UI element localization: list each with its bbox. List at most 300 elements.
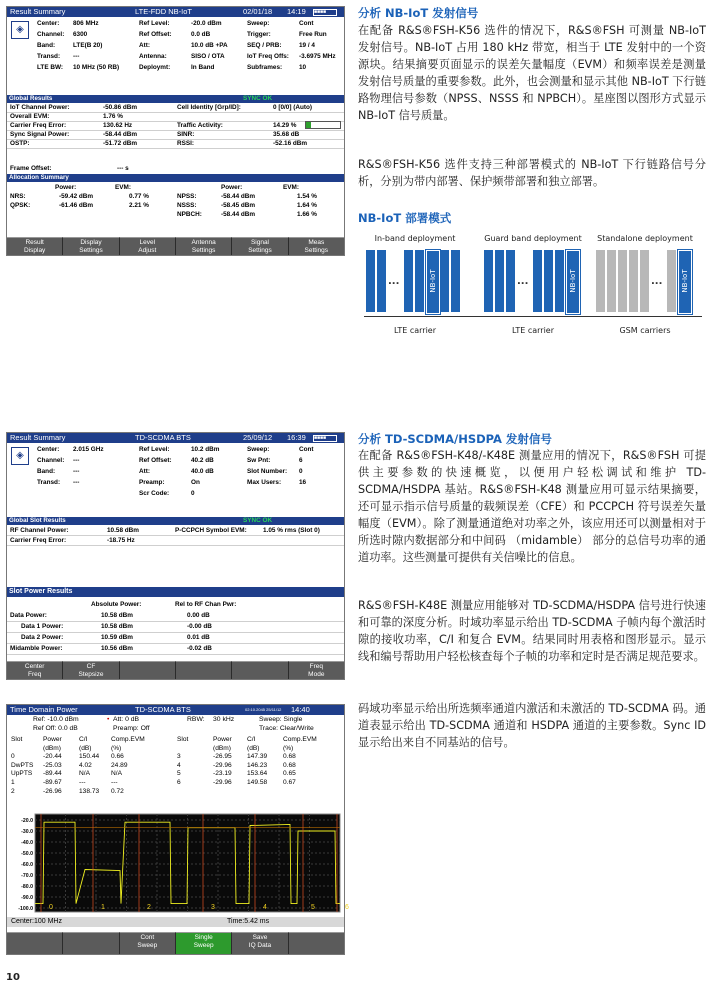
carrier-label: LTE carrier bbox=[511, 326, 554, 335]
td-screen-title: Result Summary bbox=[10, 433, 66, 442]
param-label: Trigger: bbox=[247, 31, 271, 38]
ellipsis: ... bbox=[651, 276, 663, 287]
tdp-cell: -29.96 bbox=[213, 761, 232, 769]
softkey-button[interactable] bbox=[62, 932, 118, 954]
slot-row bbox=[7, 633, 344, 644]
alloc-name: NPBCH: bbox=[177, 211, 202, 218]
carrier-block bbox=[451, 250, 460, 312]
param-value: 6 bbox=[299, 457, 303, 464]
softkey-line: Cont bbox=[140, 934, 155, 941]
carrier-block bbox=[640, 250, 649, 312]
tdp-cell: 147.39 bbox=[247, 753, 268, 761]
td-global-row-2: Carrier Freq Error: -18.75 Hz bbox=[7, 537, 344, 546]
param-label: Subframes: bbox=[247, 64, 283, 71]
alloc-col-head: EVM: bbox=[283, 184, 299, 191]
param-label: Antenna: bbox=[139, 53, 167, 60]
softkey-line: CF bbox=[86, 663, 96, 670]
tdp-cell: Slot bbox=[177, 736, 189, 743]
td-softkey-bar bbox=[7, 661, 344, 679]
carrier-block bbox=[440, 250, 449, 312]
softkey-button[interactable] bbox=[175, 237, 231, 255]
param-value: Cont bbox=[299, 20, 314, 27]
nb-iot-label: NB-IoT bbox=[681, 269, 689, 293]
softkey-button[interactable] bbox=[62, 661, 118, 679]
deploy-group bbox=[366, 250, 470, 312]
td-result-screen bbox=[6, 432, 345, 680]
tdp-cell: 1 bbox=[11, 779, 15, 786]
nb-global-row bbox=[7, 113, 344, 122]
alloc-evm: 1.54 % bbox=[297, 193, 317, 200]
slot-col-head: Rel to RF Chan Pwr: bbox=[175, 601, 237, 608]
frame-offset-value: --- s bbox=[117, 165, 129, 172]
tdp-cell: -26.95 bbox=[213, 753, 232, 761]
tdp-cell: 0.68 bbox=[283, 753, 296, 761]
result-value: 130.62 Hz bbox=[103, 122, 133, 129]
softkey-button[interactable] bbox=[7, 237, 62, 255]
tdp-cell: -89.67 bbox=[43, 779, 62, 786]
slot-marker-label: 1 bbox=[101, 904, 105, 911]
alloc-evm: 1.64 % bbox=[297, 202, 317, 209]
nb-date: 02/01/18 bbox=[243, 7, 273, 16]
nb-iot-carrier bbox=[678, 250, 692, 314]
softkey-line: Mode bbox=[308, 671, 325, 678]
slot-name: Data Power: bbox=[10, 612, 47, 619]
tdp-cell: UpPTS bbox=[11, 770, 33, 778]
softkey-line: Meas bbox=[308, 239, 325, 246]
td-paragraph-3: 码域功率显示给出所选频率通道内激活和未激活的 TD-SCDMA 码。通道表显示给出 TD-SCDMA 通道和 HSDPA 通道的主要参数。Sync ID 显示给出来自不同基站的信号。 bbox=[358, 702, 706, 749]
ellipsis: ... bbox=[388, 276, 400, 287]
tdp-mode: TD-SCDMA BTS bbox=[135, 705, 191, 714]
result-value: -52.16 dBm bbox=[273, 140, 308, 147]
tdp-cell: 0.66 bbox=[111, 753, 124, 761]
carrier-block bbox=[667, 250, 676, 312]
param-label: IoT Freq Offs: bbox=[247, 53, 289, 60]
param-value: 10 bbox=[299, 64, 307, 71]
tdp-footer: Center:100 MHz Time:5.42 ms bbox=[7, 917, 344, 927]
alloc-power: -58.44 dBm bbox=[221, 193, 256, 200]
slot-marker-label: 2 bbox=[147, 904, 151, 911]
softkey-button[interactable] bbox=[288, 661, 344, 679]
slot-abs: 10.58 dBm bbox=[101, 612, 133, 619]
tdp-cell: -20.44 bbox=[43, 753, 62, 761]
tdp-softkey-bar bbox=[7, 932, 344, 954]
param-value: --- bbox=[73, 479, 80, 486]
result-value: -51.72 dBm bbox=[103, 140, 138, 147]
deploy-group bbox=[484, 250, 588, 312]
nb-alloc-head: Allocation Summary bbox=[7, 174, 344, 182]
td-slot-head: Slot Power Results bbox=[7, 587, 344, 597]
nb-global-row bbox=[7, 140, 344, 149]
nb-iot-carrier bbox=[566, 250, 580, 314]
softkey-line: Result bbox=[25, 239, 44, 246]
y-tick-label: -40.0 bbox=[21, 840, 33, 846]
softkey-button[interactable] bbox=[231, 932, 287, 954]
tdp-cell: 0 bbox=[11, 753, 15, 761]
tdp-cell: (dBm) bbox=[213, 744, 231, 752]
deploy-title: Standalone deployment bbox=[597, 234, 693, 243]
result-label: Sync Signal Power: bbox=[10, 131, 70, 138]
page-number: 10 bbox=[6, 972, 20, 983]
softkey-button[interactable] bbox=[119, 932, 175, 954]
result-value: 0 [0/0] (Auto) bbox=[273, 104, 313, 111]
carrier-block bbox=[415, 250, 424, 312]
alloc-power: -58.45 dBm bbox=[221, 202, 256, 209]
result-label: OSTP: bbox=[10, 140, 30, 147]
tdp-cell: --- bbox=[111, 779, 118, 786]
nb-sync-status: SYNC OK bbox=[243, 95, 273, 102]
carrier-block bbox=[629, 250, 638, 312]
tdp-cell: N/A bbox=[79, 770, 90, 778]
param-label: Sweep: bbox=[247, 20, 270, 27]
y-tick-label: -30.0 bbox=[21, 829, 33, 835]
tdp-cell: 146.23 bbox=[247, 761, 268, 769]
param-label: Sw Pnt: bbox=[247, 457, 271, 464]
result-value: 14.29 % bbox=[273, 122, 297, 129]
td-mode: TD-SCDMA BTS bbox=[135, 433, 191, 442]
param-label: Center: bbox=[37, 446, 60, 453]
param-label: Channel: bbox=[37, 457, 65, 464]
slot-row bbox=[7, 622, 344, 633]
softkey-line: Settings bbox=[304, 247, 329, 254]
nb-mode: LTE-FDD NB-IoT bbox=[135, 7, 192, 16]
alloc-evm: 2.21 % bbox=[129, 202, 149, 209]
param-label: Deploymt: bbox=[139, 64, 171, 71]
tdp-cell: C/I bbox=[247, 736, 256, 743]
traffic-activity-fill bbox=[306, 122, 311, 128]
alloc-name: NRS: bbox=[10, 193, 26, 200]
carrier-block bbox=[618, 250, 627, 312]
carrier-block bbox=[607, 250, 616, 312]
softkey-button[interactable] bbox=[175, 932, 231, 954]
slot-abs: 10.59 dBm bbox=[101, 634, 133, 641]
nb-global-row bbox=[7, 122, 344, 131]
softkey-line: Display bbox=[24, 247, 46, 254]
tdp-time: 14:40 bbox=[291, 705, 310, 714]
softkey-line: Settings bbox=[79, 247, 103, 254]
param-value: 0 bbox=[299, 468, 303, 475]
param-label: Channel: bbox=[37, 31, 65, 38]
param-value: 0.0 dB bbox=[191, 31, 211, 38]
param-label: LTE BW: bbox=[37, 64, 64, 71]
slot-marker-label: 5 bbox=[311, 904, 315, 911]
tdp-cell: 138.73 bbox=[79, 787, 100, 795]
tdp-cell: 24.89 bbox=[111, 761, 128, 769]
carrier-block bbox=[495, 250, 504, 312]
tdp-cell: (dB) bbox=[247, 744, 260, 752]
slot-rel: 0.01 dB bbox=[187, 634, 210, 641]
softkey-button[interactable] bbox=[288, 237, 344, 255]
param-value: --- bbox=[73, 53, 80, 60]
tdp-cell: (%) bbox=[283, 744, 294, 752]
deploy-title: Guard band deployment bbox=[484, 234, 582, 243]
slot-name: Midamble Power: bbox=[10, 645, 63, 652]
param-value: -20.0 dBm bbox=[191, 20, 222, 27]
deployment-diagram bbox=[358, 232, 706, 342]
slot-marker-label: 4 bbox=[263, 904, 267, 911]
nb-global-row bbox=[7, 104, 344, 113]
softkey-line: Save bbox=[252, 934, 268, 941]
alloc-row bbox=[7, 202, 344, 210]
tdp-cell: 4 bbox=[177, 761, 181, 769]
rs-logo-icon: ◈ bbox=[11, 447, 29, 465]
alloc-evm: 0.77 % bbox=[129, 193, 149, 200]
carrier-block bbox=[366, 250, 375, 312]
param-value: On bbox=[191, 479, 200, 486]
tdp-cell: Power bbox=[43, 736, 62, 743]
tdp-cell: 0.68 bbox=[283, 761, 296, 769]
tdp-cell: Comp.EVM bbox=[283, 736, 317, 743]
slot-rel: 0.00 dB bbox=[187, 612, 210, 619]
tdp-cell: Comp.EVM bbox=[111, 736, 145, 743]
carrier-block bbox=[555, 250, 564, 312]
softkey-line: Antenna bbox=[191, 239, 216, 246]
slot-name: Data 1 Power: bbox=[21, 623, 64, 630]
diagram-baseline bbox=[364, 316, 702, 317]
slot-abs: 10.58 dBm bbox=[101, 623, 133, 630]
softkey-line: Freq bbox=[309, 663, 323, 670]
softkey-line: Freq bbox=[27, 671, 42, 678]
param-value: LTE(B 20) bbox=[73, 42, 103, 49]
tdp-cell: -26.96 bbox=[43, 787, 62, 795]
tdp-cell: 150.44 bbox=[79, 753, 100, 761]
softkey-button[interactable] bbox=[7, 932, 62, 954]
tdp-cell: -29.96 bbox=[213, 779, 232, 786]
param-value: 40.2 dB bbox=[191, 457, 214, 464]
nb-screen-title: Result Summary bbox=[10, 7, 66, 16]
tdp-cell: (dB) bbox=[79, 744, 92, 752]
battery-icon: ■■■■ bbox=[313, 9, 337, 16]
slot-marker-label: 6 bbox=[345, 904, 349, 911]
param-label: Center: bbox=[37, 20, 60, 27]
nb-iot-carrier bbox=[426, 250, 440, 314]
carrier-block bbox=[484, 250, 493, 312]
param-label: Slot Number: bbox=[247, 468, 288, 475]
td-paragraph-2: R&S®FSH-K48E 测量应用能够对 TD-SCDMA/HSDPA 信号进行快速和可靠的深度分析。时域功率显示给出 TD-SCDMA 子帧内每个激活时隙的接收功率，C/I 和复合 EVM。结果同时用表格和图形显示。显示线和编号帮助用户轻松核查每个子帧的功率和定时是否满足规范要求。 bbox=[358, 599, 706, 663]
td-sync-status: SYNC OK bbox=[243, 517, 273, 524]
softkey-line: Display bbox=[80, 239, 102, 246]
param-label: SEQ / PRB: bbox=[247, 42, 282, 49]
carrier-block bbox=[377, 250, 386, 312]
deploy-heading: NB-IoT 部署模式 bbox=[358, 211, 452, 225]
tdp-cell: 153.64 bbox=[247, 770, 268, 778]
param-value: In Band bbox=[191, 64, 215, 71]
softkey-button[interactable] bbox=[62, 237, 118, 255]
tdp-cell: DwPTS bbox=[11, 761, 34, 769]
tdp-cell: 149.58 bbox=[247, 779, 268, 786]
tdp-cell: C/I bbox=[79, 736, 88, 743]
tdp-cell: Slot bbox=[11, 736, 23, 743]
param-value: SISO / OTA bbox=[191, 53, 225, 60]
y-tick-label: -90.0 bbox=[21, 895, 33, 901]
slot-rel: -0.00 dB bbox=[187, 623, 212, 630]
td-paragraph-1: 在配备 R&S®FSH-K48/-K48E 测量应用的情况下，R&S®FSH 可提供主要参数的快速概览，以便用户轻松调试和维护 TD-SCDMA/HSDPA 基站。R&S®FSH-K48 测量应用可显示结果摘要，还可显示指示信号质量的载频误差（CFE）和 PCCPCH 符号误差矢量幅度（EVM）。除了测量通道绝对功率之外，该应用还可以测量相对于所选时隙内数据部分和中间码 （midamble） 部分的总信号功率的通道功率。这些测量可提供有关信噪比的信息。 bbox=[358, 449, 706, 564]
result-value: 1.76 % bbox=[103, 113, 123, 120]
tdp-title-bar bbox=[7, 705, 344, 715]
result-label: RSSI: bbox=[177, 140, 195, 147]
td-global-row-1: RF Channel Power: 10.58 dBm P-CCPCH Symbol EVM: 1.05 % rms (Slot 0) bbox=[7, 527, 344, 536]
result-label: Traffic Activity: bbox=[177, 122, 223, 129]
nb-title-bar bbox=[7, 7, 344, 17]
alloc-power: -59.42 dBm bbox=[59, 193, 94, 200]
alloc-row bbox=[7, 193, 344, 201]
slot-col-head: Absolute Power: bbox=[91, 601, 142, 608]
param-label: Band: bbox=[37, 42, 56, 49]
deploy-group bbox=[596, 250, 700, 312]
tdp-trace-chart bbox=[7, 812, 349, 916]
tdp-cell: (%) bbox=[111, 744, 122, 752]
alloc-name: QPSK: bbox=[10, 202, 31, 209]
param-value: 0 bbox=[191, 490, 195, 497]
param-label: Att: bbox=[139, 42, 150, 49]
carrier-block bbox=[544, 250, 553, 312]
tdp-date: 02:10.2045 25/11/12 bbox=[245, 707, 282, 712]
carrier-label: LTE carrier bbox=[393, 326, 436, 335]
softkey-line: Center bbox=[24, 663, 45, 670]
tdp-cell: 0.65 bbox=[283, 770, 296, 778]
softkey-line: Signal bbox=[250, 239, 270, 246]
softkey-line: Adjust bbox=[138, 247, 157, 254]
param-value: -3.6975 MHz bbox=[299, 53, 336, 60]
nb-iot-result-screen bbox=[6, 6, 345, 256]
nb-global-head: Global Results bbox=[7, 95, 344, 103]
y-tick-label: -70.0 bbox=[21, 873, 33, 879]
time-domain-screen bbox=[6, 704, 349, 955]
ellipsis: ... bbox=[517, 276, 529, 287]
param-label: Att: bbox=[139, 468, 150, 475]
param-value: 16 bbox=[299, 479, 307, 486]
tdp-cell: (dBm) bbox=[43, 744, 61, 752]
param-label: Ref Offset: bbox=[139, 31, 172, 38]
param-value: 10 MHz (50 RB) bbox=[73, 64, 120, 71]
param-label: Ref Level: bbox=[139, 446, 170, 453]
softkey-line: Sweep bbox=[193, 942, 214, 949]
y-tick-label: -20.0 bbox=[21, 818, 33, 824]
param-value: --- bbox=[73, 457, 80, 464]
alloc-name: NSSS: bbox=[177, 202, 197, 209]
nb-time: 14:19 bbox=[287, 7, 306, 16]
param-value: 806 MHz bbox=[73, 20, 99, 27]
td-date: 25/09/12 bbox=[243, 433, 273, 442]
tdp-cell: 0.72 bbox=[111, 787, 124, 795]
alloc-power: -61.46 dBm bbox=[59, 202, 94, 209]
softkey-button[interactable] bbox=[231, 661, 287, 679]
param-label: Preamp: bbox=[139, 479, 165, 486]
frame-offset-label: Frame Offset: bbox=[10, 165, 52, 172]
param-value: 40.0 dB bbox=[191, 468, 214, 475]
y-tick-label: -50.0 bbox=[21, 851, 33, 857]
alloc-power: -58.44 dBm bbox=[221, 211, 256, 218]
param-label: Ref Offset: bbox=[139, 457, 172, 464]
tdp-cell: 4.02 bbox=[79, 761, 92, 769]
softkey-line: Level bbox=[139, 239, 156, 246]
param-label: Max Users: bbox=[247, 479, 282, 486]
alloc-evm: 1.66 % bbox=[297, 211, 317, 218]
result-value: -58.44 dBm bbox=[103, 131, 138, 138]
carrier-label: GSM carriers bbox=[619, 326, 671, 335]
nb-softkey-bar bbox=[7, 237, 344, 255]
slot-rel: -0.02 dB bbox=[187, 645, 212, 652]
alloc-row bbox=[7, 211, 344, 219]
nb-paragraph-2: R&S®FSH-K56 选件支持三种部署模式的 NB-IoT 下行链路信号分析，分别为带内部署、保护频带部署和独立部署。 bbox=[358, 158, 706, 188]
nb-paragraph-1: 在配备 R&S®FSH-K56 选件的情况下，R&S®FSH 可测量 NB-IoT 发射信号。NB-IoT 占用 180 kHz 带宽，相当于 LTE 发射中的一个资源块。结果摘要页面显示的误差矢量幅度（EVM）和频率误差是测量发射信号质量的重要参数。此外，也会测量和显示其他 NB-IoT 下行链路物理信号参数（NPSS、NSSS 和 NPBCH）。星座图以图形方式显示 NB-IoT 信号质量。 bbox=[358, 24, 706, 122]
param-value: 19 / 4 bbox=[299, 42, 315, 49]
traffic-activity-bar bbox=[305, 121, 341, 129]
param-value: 2.015 GHz bbox=[73, 446, 104, 453]
tdp-cell: --- bbox=[79, 779, 86, 786]
result-label: SINR: bbox=[177, 131, 195, 138]
softkey-line: IQ Data bbox=[248, 942, 272, 949]
slot-row bbox=[7, 644, 344, 655]
y-tick-label: -80.0 bbox=[21, 884, 33, 890]
tdp-cell: Power bbox=[213, 736, 232, 743]
softkey-button[interactable] bbox=[119, 661, 175, 679]
result-label: IoT Channel Power: bbox=[10, 104, 70, 111]
tdp-cell: 2 bbox=[11, 787, 15, 795]
softkey-line: Settings bbox=[248, 247, 272, 254]
param-label: Ref Level: bbox=[139, 20, 170, 27]
param-label: Scr Code: bbox=[139, 490, 170, 497]
y-tick-label: -60.0 bbox=[21, 862, 33, 868]
result-value: 35.68 dB bbox=[273, 131, 300, 138]
slot-row bbox=[7, 611, 344, 622]
softkey-button[interactable] bbox=[288, 932, 344, 954]
result-label: Carrier Freq Error: bbox=[10, 122, 67, 129]
tdp-cell: 5 bbox=[177, 770, 181, 778]
tdp-slot-table bbox=[7, 736, 344, 808]
y-tick-label: -100.0 bbox=[18, 906, 33, 912]
alloc-col-head: Power: bbox=[221, 184, 243, 191]
carrier-block bbox=[404, 250, 413, 312]
battery-icon: ■■■■ bbox=[313, 435, 337, 442]
result-label: Overall EVM: bbox=[10, 113, 50, 120]
td-title-bar bbox=[7, 433, 344, 443]
tdp-cell: 3 bbox=[177, 753, 181, 761]
param-label: Transd: bbox=[37, 53, 61, 60]
softkey-button[interactable] bbox=[7, 661, 62, 679]
softkey-button[interactable] bbox=[119, 237, 175, 255]
softkey-button[interactable] bbox=[231, 237, 287, 255]
slot-marker-label: 0 bbox=[49, 904, 53, 911]
tdp-cell: -23.19 bbox=[213, 770, 232, 778]
param-value: Cont bbox=[299, 446, 314, 453]
tdp-cell: N/A bbox=[111, 770, 122, 778]
rs-logo-icon: ◈ bbox=[11, 21, 29, 39]
td-global-head: Global Slot Results bbox=[7, 517, 344, 525]
softkey-line: Settings bbox=[191, 247, 216, 254]
tdp-screen-title: Time Domain Power bbox=[10, 705, 78, 714]
td-time: 16:39 bbox=[287, 433, 306, 442]
tdp-settings: Ref: -10.0 dBm • Att: 0 dB RBW: 30 kHz Sweep: Single Ref Off: 0.0 dB Preamp: Off Trace: Clear/Write bbox=[33, 716, 314, 732]
nb-section-heading: 分析 NB-IoT 发射信号 bbox=[358, 6, 479, 20]
nb-iot-label: NB-IoT bbox=[569, 269, 577, 293]
param-label: Band: bbox=[37, 468, 56, 475]
slot-abs: 10.56 dBm bbox=[101, 645, 133, 652]
deploy-title: In-band deployment bbox=[374, 234, 456, 243]
param-label: Transd: bbox=[37, 479, 61, 486]
param-value: 10.2 dBm bbox=[191, 446, 220, 453]
result-value: -50.86 dBm bbox=[103, 104, 138, 111]
softkey-line: Single bbox=[194, 934, 213, 941]
carrier-block bbox=[533, 250, 542, 312]
td-section-heading: 分析 TD-SCDMA/HSDPA 发射信号 bbox=[358, 432, 552, 446]
tdp-cell: 0.67 bbox=[283, 779, 296, 786]
param-value: --- bbox=[73, 468, 80, 475]
carrier-block bbox=[596, 250, 605, 312]
alloc-col-head: EVM: bbox=[115, 184, 131, 191]
result-label: Cell Identity [Grp/ID]: bbox=[177, 104, 241, 111]
tdp-cell: 6 bbox=[177, 779, 181, 786]
softkey-button[interactable] bbox=[175, 661, 231, 679]
